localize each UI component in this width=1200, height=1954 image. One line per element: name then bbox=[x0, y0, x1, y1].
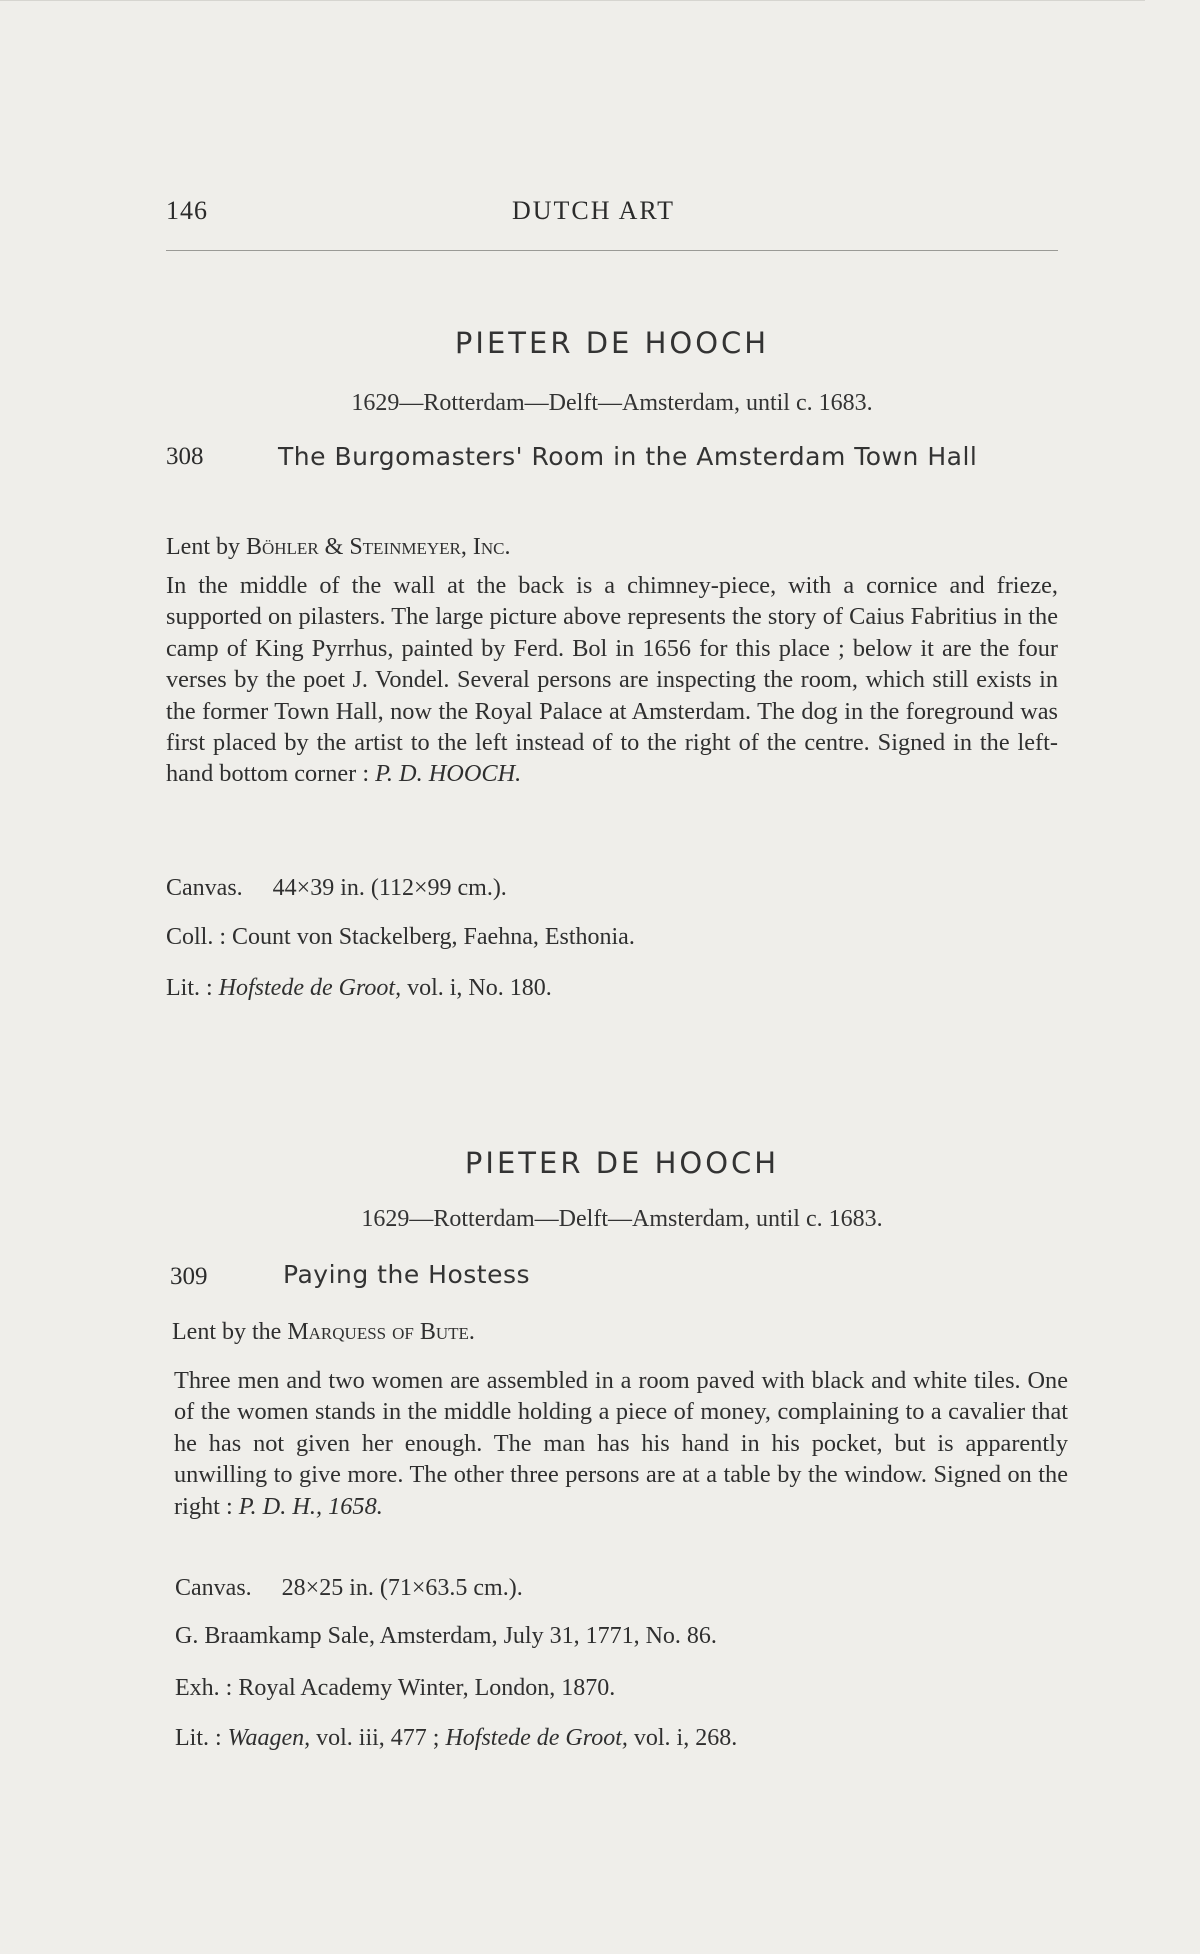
signature-309: P. D. H., 1658. bbox=[238, 1492, 383, 1520]
artist-dates-1: 1629—Rotterdam—Delft—Amsterdam, until c. 1683. bbox=[351, 390, 873, 416]
artist-heading-2: PIETER DE HOOCH bbox=[464, 1146, 780, 1180]
description-309 bbox=[174, 1365, 1068, 1522]
running-head bbox=[166, 196, 1056, 230]
lender-309 bbox=[172, 1317, 475, 1348]
exhibition-309: Exh. : Royal Academy Winter, London, 1870. bbox=[175, 1675, 616, 1701]
lit-author-2: Hofstede de Groot, bbox=[445, 1725, 628, 1751]
sale-309: G. Braamkamp Sale, Amsterdam, July 31, 1771, No. 86. bbox=[175, 1623, 717, 1649]
signature-308: P. D. HOOCH. bbox=[375, 760, 522, 788]
entry-title-309: Paying the Hostess bbox=[283, 1260, 531, 1289]
lender-prefix: Lent by the bbox=[172, 1319, 288, 1345]
canvas-309 bbox=[175, 1573, 523, 1604]
lender-308 bbox=[166, 532, 510, 563]
lit-ref-1: vol. iii, 477 ; bbox=[310, 1725, 446, 1751]
canvas-size: 44×39 in. (112×99 cm.). bbox=[272, 875, 507, 901]
entry-number-308: 308 bbox=[166, 443, 204, 470]
canvas-label: Canvas. bbox=[166, 875, 243, 901]
lit-author: Hofstede de Groot, bbox=[218, 975, 402, 1001]
artist-heading-1: PIETER DE HOOCH bbox=[454, 326, 770, 360]
page-number: 146 bbox=[166, 196, 208, 225]
literature-308 bbox=[166, 973, 552, 1004]
lender-prefix: Lent by bbox=[166, 534, 246, 560]
lender-name: Böhler & Steinmeyer, Inc. bbox=[245, 534, 511, 560]
canvas-308 bbox=[166, 873, 507, 904]
header-rule bbox=[166, 250, 1058, 251]
lit-ref-2: vol. i, 268. bbox=[627, 1725, 738, 1751]
description-text: In the middle of the wall at the back is a chimney-piece, with a cornice and frieze, supported on pilasters. The large picture above represents the story of Caius Fabritius in the camp of King Pyrrhus, painted by Ferd. Bol in 1656 for this place ; below it are the four verses by the poet J. Vondel. Several persons are inspecting the room, which still exists in the former Town Hall, now the Royal Palace at Amsterdam. The dog in the foreground was first placed by the artist to the left instead of to the right of the centre. Signed in the left-hand bottom corner : bbox=[166, 572, 1058, 788]
literature-309 bbox=[175, 1723, 737, 1754]
entry-number-309: 309 bbox=[170, 1263, 208, 1290]
description-text: Three men and two women are assembled in a room paved with black and white tiles. One of the women stands in the middle holding a piece of money, complaining to a cavalier that he has not given her enough. The man has his hand in his pocket, but is apparently unwilling to give more. The other three persons are at a table by the window. Signed on the right : bbox=[174, 1367, 1068, 1520]
scan-top-edge bbox=[0, 0, 1145, 1]
canvas-size: 28×25 in. (71×63.5 cm.). bbox=[281, 1575, 523, 1601]
lit-author-1: Waagen, bbox=[227, 1725, 311, 1751]
lender-name: Marquess of Bute. bbox=[287, 1319, 475, 1345]
collection-308: Coll. : Count von Stackelberg, Faehna, Esthonia. bbox=[166, 924, 635, 950]
running-title: DUTCH ART bbox=[512, 196, 676, 225]
description-308 bbox=[166, 570, 1058, 790]
artist-dates-2: 1629—Rotterdam—Delft—Amsterdam, until c. 1683. bbox=[361, 1206, 883, 1232]
entry-title-308: The Burgomasters' Room in the Amsterdam Town Hall bbox=[278, 442, 978, 471]
lit-ref: vol. i, No. 180. bbox=[401, 975, 552, 1001]
canvas-label: Canvas. bbox=[175, 1575, 252, 1601]
lit-label: Lit. : bbox=[175, 1725, 228, 1751]
lit-label: Lit. : bbox=[166, 975, 219, 1001]
